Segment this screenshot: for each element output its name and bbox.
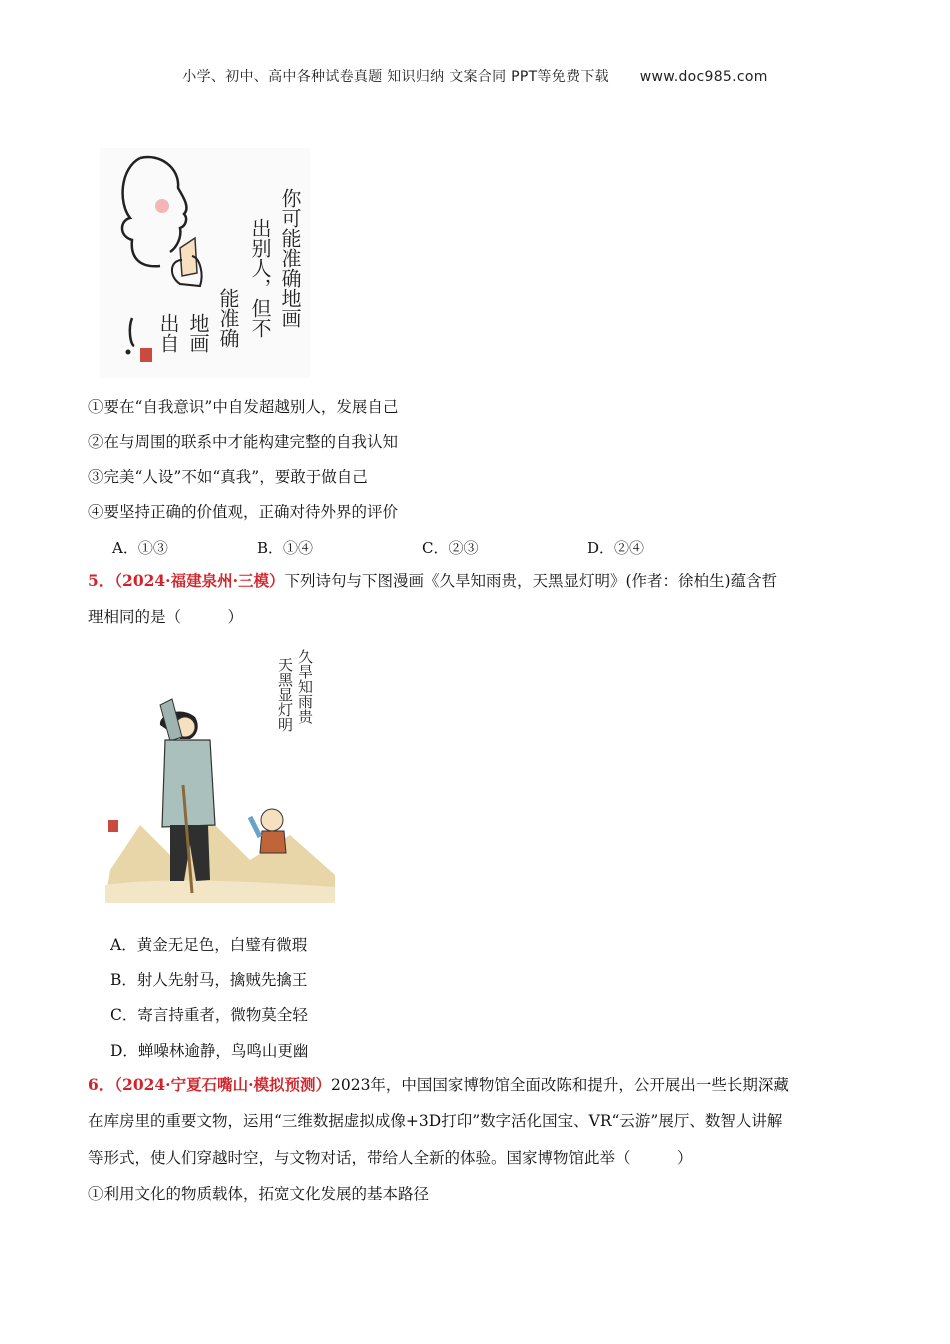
figure2-caption-1: 久旱知雨贵 — [296, 649, 314, 724]
q5-source: （2024·福建泉州·三模） — [114, 571, 285, 590]
page-header — [0, 66, 950, 86]
q6-source: （2024·宁夏石嘴山·模拟预测） — [114, 1075, 331, 1094]
q4-statement-2: ②在与周围的联系中才能构建完整的自我认知 — [88, 433, 399, 451]
cartoon-drought-rain-image — [100, 645, 340, 905]
q4-option-b[interactable]: B．①④ — [257, 539, 314, 557]
q6-stem-line3: 等形式，使人们穿越时空，与文物对话，带给人全新的体验。国家博物馆此举（ ） — [88, 1149, 693, 1167]
figure1-caption-5: 出自 — [156, 313, 180, 353]
figure1-caption-4: 地画 — [186, 313, 210, 353]
header-site: www.doc985.com — [639, 69, 768, 85]
q5-choice-b[interactable]: B．射人先射马，擒贼先擒王 — [110, 971, 308, 989]
figure1-caption-3: 能准确 — [216, 288, 240, 348]
q6-stem-line2: 在库房里的重要文物，运用“三维数据虚拟成像+3D打印”数字活化国宝、VR“云游”展厅、数智人讲解 — [88, 1112, 783, 1130]
q5-stem-line1 — [88, 570, 777, 592]
figure1-caption-1: 你可能准确地画 — [278, 188, 302, 328]
q5-stem-text: 下列诗句与下图漫画《久旱知雨贵，天黑显灯明》(作者：徐柏生)蕴含哲 — [284, 572, 778, 590]
q6-statement-1: ①利用文化的物质载体，拓宽文化发展的基本路径 — [88, 1185, 430, 1203]
q4-options — [112, 537, 644, 558]
q5-choice-c[interactable]: C．寄言持重者，微物莫全轻 — [110, 1006, 308, 1024]
q4-statement-3: ③完美“人设”不如“真我”，要敢于做自己 — [88, 468, 368, 486]
q4-option-c[interactable]: C．②③ — [422, 539, 479, 557]
q5-choice-d[interactable]: D．蝉噪林逾静，鸟鸣山更幽 — [110, 1042, 309, 1060]
q4-statement-4: ④要坚持正确的价值观，正确对待外界的评价 — [88, 503, 399, 521]
q5-stem-line2: 理相同的是（ ） — [88, 608, 244, 626]
q4-statement-1: ①要在“自我意识”中自发超越别人，发展自己 — [88, 398, 399, 416]
q6-number: 6． — [88, 1075, 115, 1094]
figure2-caption-2: 天黑显灯明 — [276, 657, 294, 732]
q6-stem-text: 2023年，中国国家博物馆全面改陈和提升，公开展出一些长期深藏 — [330, 1076, 789, 1094]
q4-option-a[interactable]: A．①③ — [112, 539, 168, 557]
q4-option-d[interactable]: D．②④ — [587, 539, 645, 557]
q5-choice-a[interactable]: A．黄金无足色，白璧有微瑕 — [110, 936, 308, 954]
cartoon-self-portrait-image — [100, 148, 310, 378]
q5-number: 5． — [88, 571, 115, 590]
q6-stem-line1 — [88, 1074, 789, 1096]
header-text: 小学、初中、高中各种试卷真题 知识归纳 文案合同 PPT等免费下载 — [182, 69, 609, 85]
figure1-caption-2: 出别人，但不 — [248, 218, 272, 338]
